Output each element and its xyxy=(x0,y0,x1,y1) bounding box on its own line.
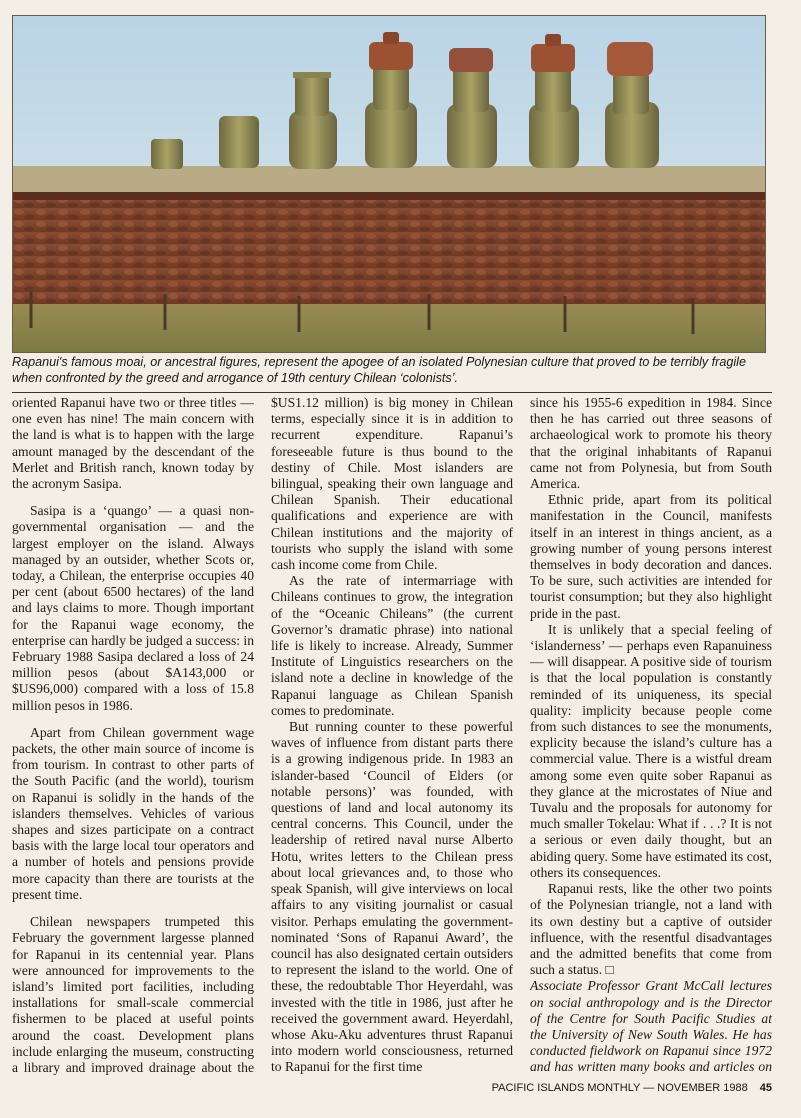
paragraph: since his 1955-6 expedition in 1984. Since then he has carried out three seasons of archaeological work to promote his theory that the original inhabitants of Rapanui came not from Polynesia, but from South America. xyxy=(530,395,772,492)
caption-divider xyxy=(12,392,772,393)
paragraph: Chilean newspapers trumpeted this February the government largesse planned for Rapanui in its centennial year. Plans were announced for improvements to the island’s limited port facilities, including installations for small-scale commercial fishermen to be placed at useful points around the coast. Development plans include enlarging the museum, constructing a library and improved drainage about the xyxy=(12,914,254,1075)
column-1 xyxy=(12,395,254,1075)
paragraph: Apart from Chilean government wage packets, the other main source of income is from tourism. In contrast to other parts of the South Pacific (and the world), tourism on Rapanui is solidly in the hands of the islanders themselves. Vehicles of various shapes and sizes participate on a contract basis with the large local tour operators and a number of hotels and pensions provide more capacity than there are tourists at the present time. xyxy=(12,724,254,902)
paragraph: But running counter to these powerful waves of influence from distant parts there is a growing indigenous pride. In 1983 an islander-based ‘Council of Elders (or notable persons)’ was founded, with questions of land and local autonomy its central concerns. This Council, under the leadership of retired naval nurse Alberto Hotu, writes letters to the Chilean press about local grievances and, to those who speak Spanish, will give interviews on local affairs to any visiting journalist or casual visitor. Perhaps emulating the government-nominated ‘Sons of Rapanui Award’, the council has also designated certain outsiders to represent the island to the world. One of these, the redoubtable Thor Heyerdahl, was invested with the title in 1986, just after he received the government award. Heyerdahl, whose Aku-Aku adventures thrust Rapanui into modern world consciousness, returned to Rapanui for the first time xyxy=(271,719,513,1075)
paragraph: Sasipa is a ‘quango’ — a quasi non-governmental organisation — and the largest employer on the island. Always managed by an outsider, whether Scots or, today, a Chilean, the enterprise occupies 40 per cent (about 6500 hectares) of the land and lays claims to more. Though important for the Rapanui wage economy, the enterprise can hardly be judged a success: in February 1988 Sasipa declared a loss of 24 million pesos (about $A143,000 or $US96,000) compared with a loss of 15.8 million pesos in 1986. xyxy=(12,503,254,713)
moai-photo xyxy=(12,15,766,353)
column-3 xyxy=(530,395,772,1075)
paragraph: As the rate of intermarriage with Chileans continues to grow, the integration of the “Oceanic Chileans” (the current Governor’s dramatic phrase) into national life is likely to increase. Already, Summer Institute of Linguistics researchers on the island note a decline in knowledge of the Rapanui language as Chilean Spanish comes to predominate. xyxy=(271,573,513,718)
paragraph: $US1.12 million) is big money in Chilean terms, especially since it is in addition to recurrent expenditure. Rapanui’s foreseeable future is thus bound to the destiny of Chile. Most islanders are bilingual, speaking their own language and Chilean Spanish. Their educational qualifications and experience are with Chilean institutions and the majority of tourists who supply the island with some cash income come from Chile. xyxy=(271,395,513,573)
paragraph: oriented Rapanui have two or three titles — one even has nine! The main concern with the land is what is to happen with the large amount managed by the descendant of the Merlet and British ranch, known today by the acronym Sasipa. xyxy=(12,395,254,492)
paragraph: Rapanui rests, like the other two points of the Polynesian triangle, not a land with its own destiny but a captive of outsider influence, with the resentful disadvantages and the admitted benefits that come from such a status. □ xyxy=(530,881,772,978)
column-2 xyxy=(271,395,513,1075)
article-body xyxy=(12,395,772,1075)
author-bio: Associate Professor Grant McCall lectures on social anthropology and is the Director of the Centre for South Pacific Studies at the University of New South Wales. He has conducted fieldwork on Rapanui since 1972 and has written many books and articles on xyxy=(530,978,772,1075)
publication-name: PACIFIC ISLANDS MONTHLY — NOVEMBER 1988 xyxy=(491,1082,748,1094)
paragraph: Ethnic pride, apart from its political manifestation in the Council, manifests itself in an interest in things ancient, as a growing number of young persons interest themselves in body decoration and dances. To be sure, such activities are intended for tourist consumption; but they also highlight pride in the past. xyxy=(530,492,772,621)
photo-caption: Rapanui's famous moai, or ancestral figures, represent the apogee of an isolated Polynesian culture that proved to be terribly fragile when confronted by the greed and arrogance of 19th century Chilean ‘colonists’. xyxy=(12,355,746,385)
page-number: 45 xyxy=(759,1082,772,1094)
paragraph: It is unlikely that a special feeling of ‘islanderness’ — perhaps even Rapanuiness — will disappear. A positive side of tourism is that the local population is constantly reminded of its uniqueness, its special quality: implicity because people come from such distances to see the monuments, explicity because the island’s culture has a commercial value. There is a wistful dream among some even quite sober Rapanui as they glance at the microstates of Niue and Tuvalu and the proposals for autonomy for much smaller Tokelau: What if . . .? It is not a serious or even daily thought, but an abiding query. Some have estimated its cost, others its consequences. xyxy=(530,621,772,880)
page-footer xyxy=(486,1082,772,1094)
